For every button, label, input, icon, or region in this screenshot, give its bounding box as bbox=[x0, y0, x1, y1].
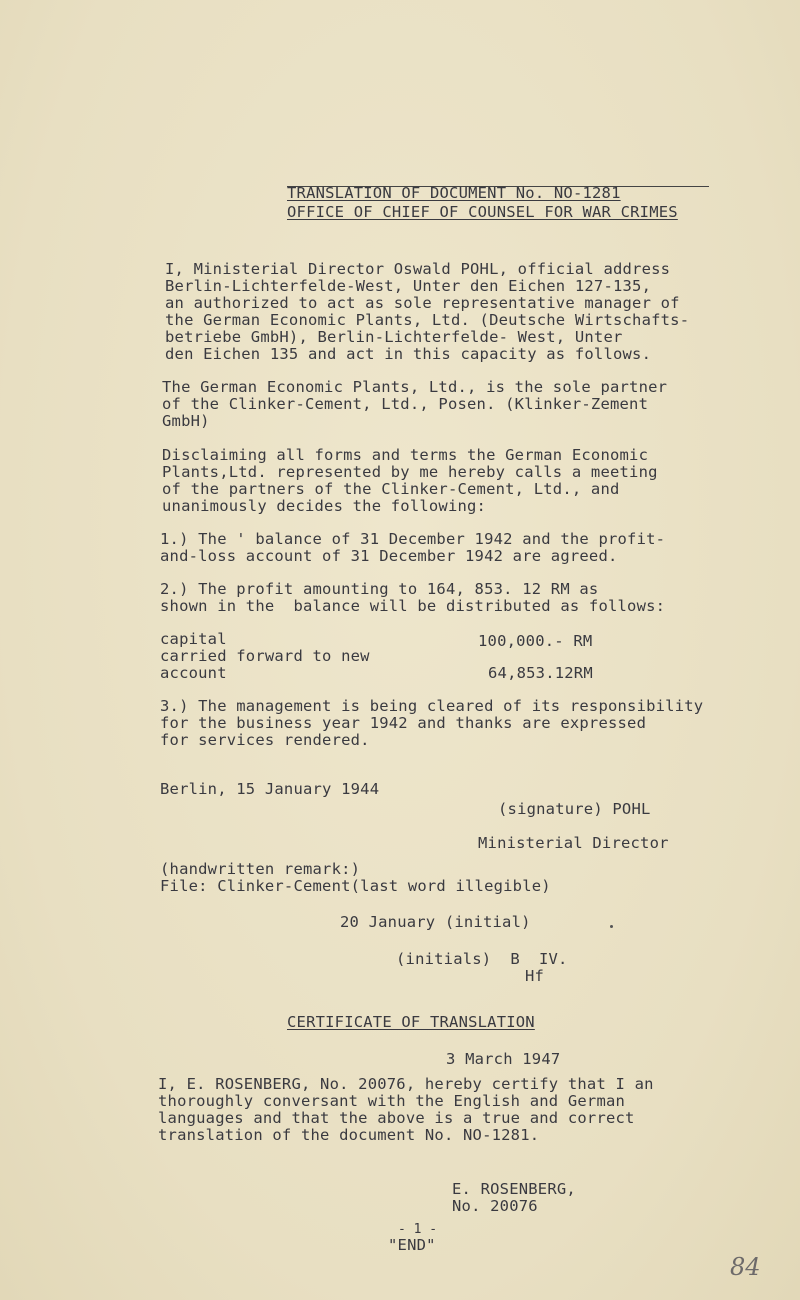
ink-dot bbox=[610, 925, 613, 928]
capital-label: capital bbox=[160, 630, 227, 648]
meeting-line: Disclaiming all forms and terms the German Economic bbox=[162, 446, 649, 464]
handwritten-page-number: 84 bbox=[730, 1253, 761, 1281]
intro-line: Berlin-Lichterfelde-West, Unter den Eichen 127-135, bbox=[165, 277, 652, 295]
carried-forward-label: carried forward to new bbox=[160, 647, 370, 665]
place-date: Berlin, 15 January 1944 bbox=[160, 780, 380, 798]
resolution-1: 1.) The ' balance of 31 December 1942 and the profit- bbox=[160, 530, 666, 548]
remark-initials: (initials) B IV. bbox=[396, 950, 568, 968]
certificate-body: thoroughly conversant with the English and German bbox=[158, 1092, 626, 1110]
intro-line: betriebe GmbH), Berlin-Lichterfelde- West, Unter bbox=[165, 328, 623, 346]
partner-line: of the Clinker-Cement, Ltd., Posen. (Klinker-Zement bbox=[162, 395, 649, 413]
certificate-body: languages and that the above is a true and correct bbox=[158, 1109, 635, 1127]
document-title: TRANSLATION OF DOCUMENT No. NO-1281 bbox=[287, 184, 621, 202]
translator-number: No. 20076 bbox=[452, 1197, 538, 1215]
translator-name: E. ROSENBERG, bbox=[452, 1180, 576, 1198]
intro-line: I, Ministerial Director Oswald POHL, official address bbox=[165, 260, 671, 278]
certificate-date: 3 March 1947 bbox=[446, 1050, 561, 1068]
certificate-body: translation of the document No. NO-1281. bbox=[158, 1126, 540, 1144]
page-number: - 1 - bbox=[398, 1222, 438, 1237]
resolution-2: 2.) The profit amounting to 164, 853. 12 RM as bbox=[160, 580, 599, 598]
partner-line: GmbH) bbox=[162, 412, 210, 430]
signer-title: Ministerial Director bbox=[478, 834, 669, 852]
remark-date: 20 January (initial) bbox=[340, 913, 531, 931]
capital-value: 100,000.- RM bbox=[478, 632, 593, 650]
carried-forward-value: 64,853.12RM bbox=[488, 664, 593, 682]
handwritten-remark-label: (handwritten remark:) bbox=[160, 860, 361, 878]
signature: (signature) POHL bbox=[498, 800, 651, 818]
meeting-line: unanimously decides the following: bbox=[162, 497, 487, 515]
office-title: OFFICE OF CHIEF OF COUNSEL FOR WAR CRIMES bbox=[287, 203, 678, 221]
remark-initials-hf: Hf bbox=[525, 967, 545, 985]
resolution-2: shown in the balance will be distributed as follows: bbox=[160, 597, 666, 615]
carried-forward-label: account bbox=[160, 664, 227, 682]
meeting-line: Plants,Ltd. represented by me hereby calls a meeting bbox=[162, 463, 658, 481]
file-reference: File: Clinker-Cement(last word illegible) bbox=[160, 877, 551, 895]
intro-line: den Eichen 135 and act in this capacity as follows. bbox=[165, 345, 652, 363]
intro-line: an authorized to act as sole representative manager of bbox=[165, 294, 680, 312]
certificate-title: CERTIFICATE OF TRANSLATION bbox=[287, 1013, 535, 1031]
resolution-3: for services rendered. bbox=[160, 731, 370, 749]
resolution-3: 3.) The management is being cleared of its responsibility bbox=[160, 697, 704, 715]
resolution-1: and-loss account of 31 December 1942 are agreed. bbox=[160, 547, 618, 565]
end-mark: "END" bbox=[388, 1236, 436, 1254]
meeting-line: of the partners of the Clinker-Cement, Ltd., and bbox=[162, 480, 620, 498]
resolution-3: for the business year 1942 and thanks are expressed bbox=[160, 714, 647, 732]
partner-line: The German Economic Plants, Ltd., is the sole partner bbox=[162, 378, 668, 396]
certificate-body: I, E. ROSENBERG, No. 20076, hereby certify that I an bbox=[158, 1075, 654, 1093]
intro-line: the German Economic Plants, Ltd. (Deutsche Wirtschafts- bbox=[165, 311, 690, 329]
